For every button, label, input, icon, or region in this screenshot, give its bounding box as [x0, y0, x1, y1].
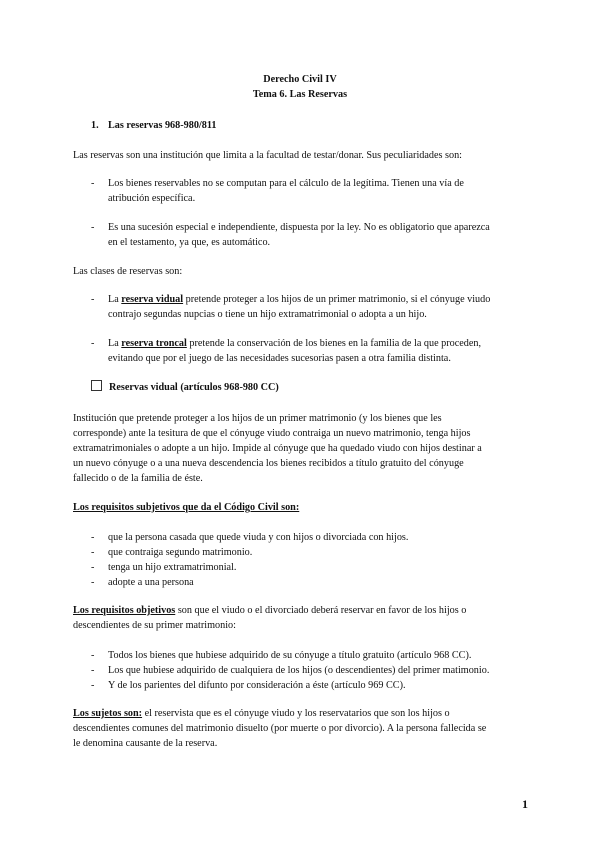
bullet-dash: -	[91, 650, 95, 661]
paragraph-line: corresponde) ante la tesitura de que el cónyuge viudo contraiga un nuevo matrimonio, tenga hijos	[73, 428, 471, 439]
checkbox-icon	[91, 380, 102, 391]
list-item	[108, 292, 533, 322]
section-number: 1.	[91, 120, 99, 131]
bullet-dash: -	[91, 547, 95, 558]
page-number: 1	[522, 797, 528, 811]
text-fragment: el reservista que es el cónyuge viudo y los reservatarios que son los hijos o	[142, 708, 450, 719]
list-item: tenga un hijo extramatrimonial.	[108, 562, 237, 573]
paragraph-line: descendientes de su primer matrimonio:	[73, 620, 236, 631]
classes-intro: Las clases de reservas son:	[73, 266, 183, 277]
document-subtitle: Tema 6. Las Reservas	[252, 89, 348, 100]
bullet-dash: -	[91, 577, 95, 588]
subjective-requirements-heading: Los requisitos subjetivos que da el Código Civil son:	[73, 502, 300, 513]
paragraph-line	[73, 706, 533, 721]
subsection-heading-text: Reservas vidual (artículos 968-980 CC)	[109, 382, 279, 393]
paragraph-line: descendientes comunes del matrimonio disuelto (por muerte o por divorcio). A la persona fallecida se	[73, 723, 487, 734]
bullet-dash: -	[91, 178, 95, 189]
list-item-line	[108, 336, 533, 351]
list-item-line: Los bienes reservables no se computan para el cálculo de la legítima. Tienen una vía de	[108, 178, 464, 189]
list-item	[108, 336, 533, 366]
list-item: adopte a una persona	[108, 577, 194, 588]
bullet-dash: -	[91, 338, 95, 349]
objective-requirements-paragraph	[73, 603, 533, 633]
bullet-dash: -	[91, 680, 95, 691]
subjects-paragraph	[73, 706, 533, 751]
bullet-dash: -	[91, 562, 95, 573]
list-item-line: contrajo segundas nupcias o tiene un hijo extramatrimonial o adopta a un hijo.	[108, 309, 427, 320]
paragraph-line: Institución que pretende proteger a los hijos de un primer matrimonio (y los bienes que les	[73, 413, 442, 424]
list-item: Todos los bienes que hubiese adquirido de su cónyuge a título gratuito (artículo 968 CC).	[108, 650, 472, 661]
paragraph-line	[73, 603, 533, 618]
list-item-line	[108, 292, 533, 307]
paragraph-line: un nuevo cónyuge o a una nueva descendencia los bienes recibidos a título gratuito del cónyuge	[73, 458, 464, 469]
bullet-dash: -	[91, 294, 95, 305]
term-requisitos-objetivos: Los requisitos objetivos	[73, 605, 176, 616]
document-title: Derecho Civil IV	[263, 74, 337, 85]
text-fragment: La	[108, 338, 122, 349]
section-heading: Las reservas 968-980/811	[108, 120, 217, 131]
subsection-paragraph	[73, 411, 533, 486]
list-item-line: en el testamento, ya que, es automático.	[108, 237, 271, 248]
bullet-dash: -	[91, 665, 95, 676]
list-item: Y de los parientes del difunto por consideración a éste (artículo 969 CC).	[108, 680, 406, 691]
term-sujetos: Los sujetos son:	[73, 708, 143, 719]
paragraph-line: fallecido o de la familia de éste.	[73, 473, 203, 484]
term-reserva-vidual: reserva vidual	[121, 294, 184, 305]
list-item: Los que hubiese adquirido de cualquiera de los hijos (o descendientes) del primer matimonio.	[108, 665, 490, 676]
subsection-heading	[91, 380, 279, 395]
text-fragment: La	[108, 294, 122, 305]
term-reserva-troncal: reserva troncal	[121, 338, 187, 349]
list-item: que la persona casada que quede viuda y con hijos o divorciada con hijos.	[108, 532, 409, 543]
paragraph-line: extramatrimoniales o adopte a un hijo. Impide al cónyuge que ha quedado viudo con hijos destinar a	[73, 443, 482, 454]
bullet-dash: -	[91, 532, 95, 543]
text-fragment: son que el viudo o el divorciado deberá reservar en favor de los hijos o	[175, 605, 467, 616]
list-item-line: Es una sucesión especial e independiente, dispuesta por la ley. No es obligatorio que aparezca	[108, 222, 490, 233]
list-item-line: evitando que por el juego de las necesidades sucesorias pasen a otra familia distinta.	[108, 353, 451, 364]
list-item	[108, 176, 533, 206]
list-item	[108, 220, 533, 250]
text-fragment: pretende la conservación de los bienes en la familia de la que proceden,	[186, 338, 482, 349]
bullet-dash: -	[91, 222, 95, 233]
list-item-line: atribución específica.	[108, 193, 196, 204]
intro-text: Las reservas son una institución que limita a la facultad de testar/donar. Sus peculiaridades son:	[73, 150, 462, 161]
list-item: que contraiga segundo matrimonio.	[108, 547, 253, 558]
paragraph-line: le denomina causante de la reserva.	[73, 738, 218, 749]
text-fragment: pretende proteger a los hijos de un primer matrimonio, si el cónyuge viudo	[183, 294, 491, 305]
